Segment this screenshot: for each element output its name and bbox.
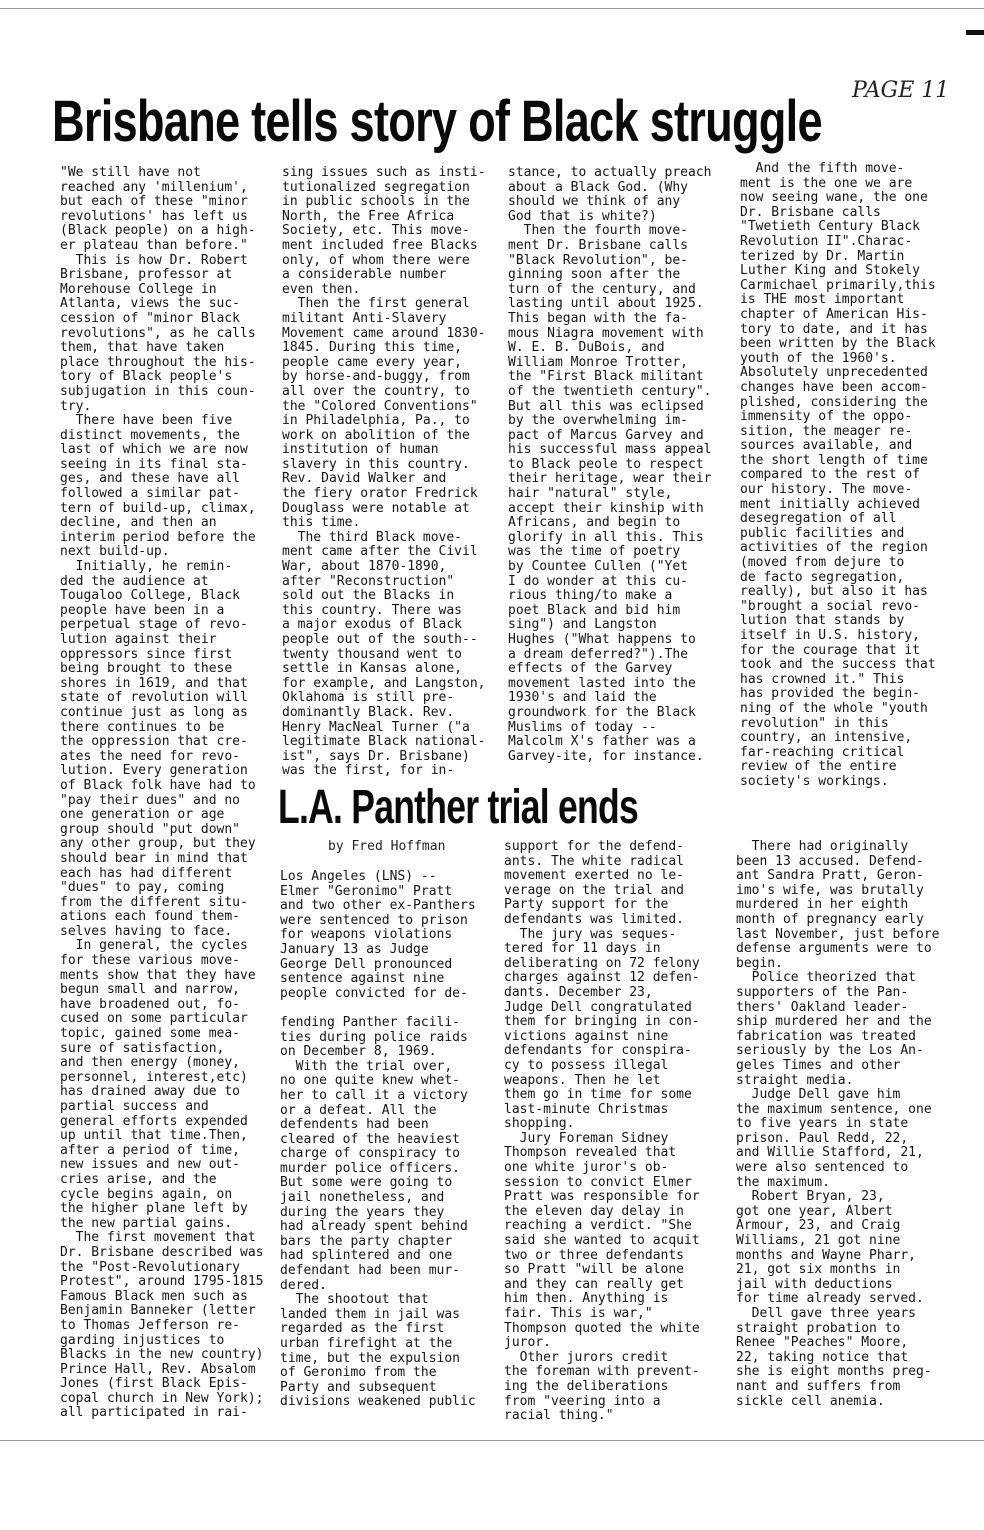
article2-headline: L.A. Panther trial ends bbox=[278, 781, 638, 834]
article1-column-4: And the fifth move- ment is the one we are now seeing wane, the one Dr. Brisbane calls "Twetieth Century Black Revolution II".Charac- terized by Dr. Martin Luther King and Stokely Carmichael primarily,this is THE most important chapter of American His- tory to date, and it has been written by the Black youth of the 1960's. Absolutely unprecedented changes have been accom- plished, considering the immensity of the oppo- sition, the meager re- sources available, and the short length of time compared to the rest of our history. The move- ment initially achieved desegregation of all public facilities and activities of the region (moved from dejure to de facto segregation, really), but also it has "brought a social revo- lution that stands by itself in U.S. history, for the courage that it took and the success that has crowned it." This has provided the begin- ning of the whole "youth revolution" in this country, an intensive, far-reaching critical review of the entire society's workings. bbox=[740, 161, 936, 789]
top-rule bbox=[0, 8, 984, 9]
article1-column-1: "We still have not reached any 'millenium', but each of these "minor revolutions' has left us (Black people) on a high- er plateau than before." This is how Dr. Robert Brisbane, professor at Morehouse College in Atlanta, views the suc- cession of "minor Black revolutions", as he calls them, that have taken place throughout the his- tory of Black people's subjugation in this coun- try. There have been five distinct movements, the last of which we are now seeing in its final sta- ges, and these have all followed a similar pat- tern of build-up, climax, decline, and then an interim period before the next build-up. Initially, he remin- ded the audience at Tougaloo College, Black people have been in a perpetual stage of revo- lution against their oppressors since first being brought to these shores in 1619, and that state of revolution will continue just as long as there continues to be the oppression that cre- ates the need for revo- lution. Every generation of Black folk have had to "pay their dues" and no one generation or age group should "put down" any other group, but they should bear in mind that each has had different "dues" to pay, coming from the different situ- ations each found them- selves having to face. In general, the cycles for these various move- ments show that they have begun small and narrow, have broadened out, fo- cused on some particular topic, gained some mea- sure of satisfaction, and then energy (money, personnel, interest,etc) has drained away due to partial success and general efforts expended up until that time.Then, after a period of time, new issues and new out- cries arise, and the cycle begins again, on the higher plane left by the new partial gains. The first movement that Dr. Brisbane described was the "Post-Revolutionary Protest", around 1795-1815 Famous Black men such as Benjamin Banneker (letter to Thomas Jefferson re- garding injustices to Blacks in the new country) Prince Hall, Rev. Absalom Jones (first Black Epis- copal church in New York); all participated in rai- bbox=[60, 165, 264, 1421]
page-number: PAGE 11 bbox=[852, 78, 950, 103]
article1-column-3: stance, to actually preach about a Black God. (Why should we think of any God that is white?) Then the fourth move- ment Dr. Brisbane calls "Black Revolution", be- ginning soon after the turn of the century, and lasting until about 1925. This began with the fa- mous Niagra movement with W. E. B. DuBois, and William Monroe Trotter, the "First Black militant of the twentieth century". But all this was eclipsed by the overwhelming im- pact of Marcus Garvey and his successful mass appeal to Black peole to respect their heritage, wear their hair "natural" style, accept their kinship with Africans, and begin to glorify in all this. This was the time of poetry by Countee Cullen ("Yet I do wonder at this cu- rious thing/to make a poet Black and bid him sing") and Langston Hughes ("What happens to a dream deferred?").The effects of the Garvey movement lasted into the 1930's and laid the groundwork for the Black Muslims of today -- Malcolm X's father was a Garvey-ite, for instance. bbox=[508, 165, 712, 764]
article1-column-2: sing issues such as insti- tutionalized segregation in public schools in the North, the Free Africa Society, etc. This move- ment included free Blacks only, of whom there were a considerable number even then. Then the first general militant Anti-Slavery Movement came around 1830- 1845. During this time, people came every year, by horse-and-buggy, from all over the country, to the "Colored Conventions" in Philadelphia, Pa., to work on abolition of the institution of human slavery in this country. Rev. David Walker and the fiery orator Fredrick Douglass were notable at this time. The third Black move- ment came after the Civil War, about 1870-1890, after "Reconstruction" sold out the Blacks in this country. There was a major exodus of Black people out of the south-- twenty thousand went to settle in Kansas alone, for example, and Langston, Oklahoma is still pre- dominantly Black. Rev. Henry MacNeal Turner ("a legitimate Black national- ist", says Dr. Brisbane) was the first, for in- bbox=[282, 165, 486, 779]
corner-mark bbox=[966, 30, 984, 35]
article2-column-2: support for the defend- ants. The white radical movement exerted no le- verage on the trial and Party support for the defendants was limited. The jury was seques- tered for 11 days in deliberating on 72 felony charges against 12 defen- dants. December 23, Judge Dell congratulated them for bringing in con- victions against nine defendants for conspira- cy to possess illegal weapons. Then he let them go in time for some last-minute Christmas shopping. Jury Foreman Sidney Thompson revealed that one white juror's ob- session to convict Elmer Pratt was responsible for the eleven day delay in reaching a verdict. "She said she wanted to acquit two or three defendants so Pratt "will be alone and they can really get him then. Anything is fair. This is war," Thompson quoted the white juror. Other jurors credit the foreman with prevent- ing the deliberations from "veering into a racial thing." bbox=[504, 839, 700, 1424]
article1-headline: Brisbane tells story of Black struggle bbox=[52, 89, 822, 154]
article2-column-3: There had originally been 13 accused. Defend- ant Sandra Pratt, Geron- imo's wife, was brutally murdered in her eighth month of pregnancy early last November, just before defense arguments were to begin. Police theorized that supporters of the Pan- thers' Oakland leader- ship murdered her and the fabrication was treated seriously by the Los An- geles Times and other straight media. Judge Dell gave him the maximum sentence, one to five years in state prison. Paul Redd, 22, and Willie Stafford, 21, were also sentenced to the maximum. Robert Bryan, 23, got one year, Albert Armour, 23, and Craig Williams, 21 got nine months and Wayne Pharr, 21, got six months in jail with deductions for time already served. Dell gave three years straight probation to Renee "Peaches" Moore, 22, taking notice that she is eight months preg- nant and suffers from sickle cell anemia. bbox=[736, 839, 940, 1409]
article2-column-1: Los Angeles (LNS) -- Elmer "Geronimo" Pratt and two other ex-Panthers were sentenced to prison for weapons violations January 13 as Judge George Dell pronounced sentence against nine people convicted for de- fending Panther facili- ties during police raids on December 8, 1969. With the trial over, no one quite knew whet- her to call it a victory or a defeat. All the defendents had been cleared of the heaviest charge of conspiracy to murder police officers. But some were going to jail nonetheless, and during the years they had already spent behind bars the party chapter had splintered and one defendant had been mur- dered. The shootout that landed them in jail was regarded as the first urban firefight at the time, but the expulsion of Geronimo from the Party and subsequent divisions weakened public bbox=[280, 869, 476, 1410]
bottom-rule bbox=[0, 1440, 984, 1441]
article2-byline: by Fred Hoffman bbox=[328, 839, 446, 854]
